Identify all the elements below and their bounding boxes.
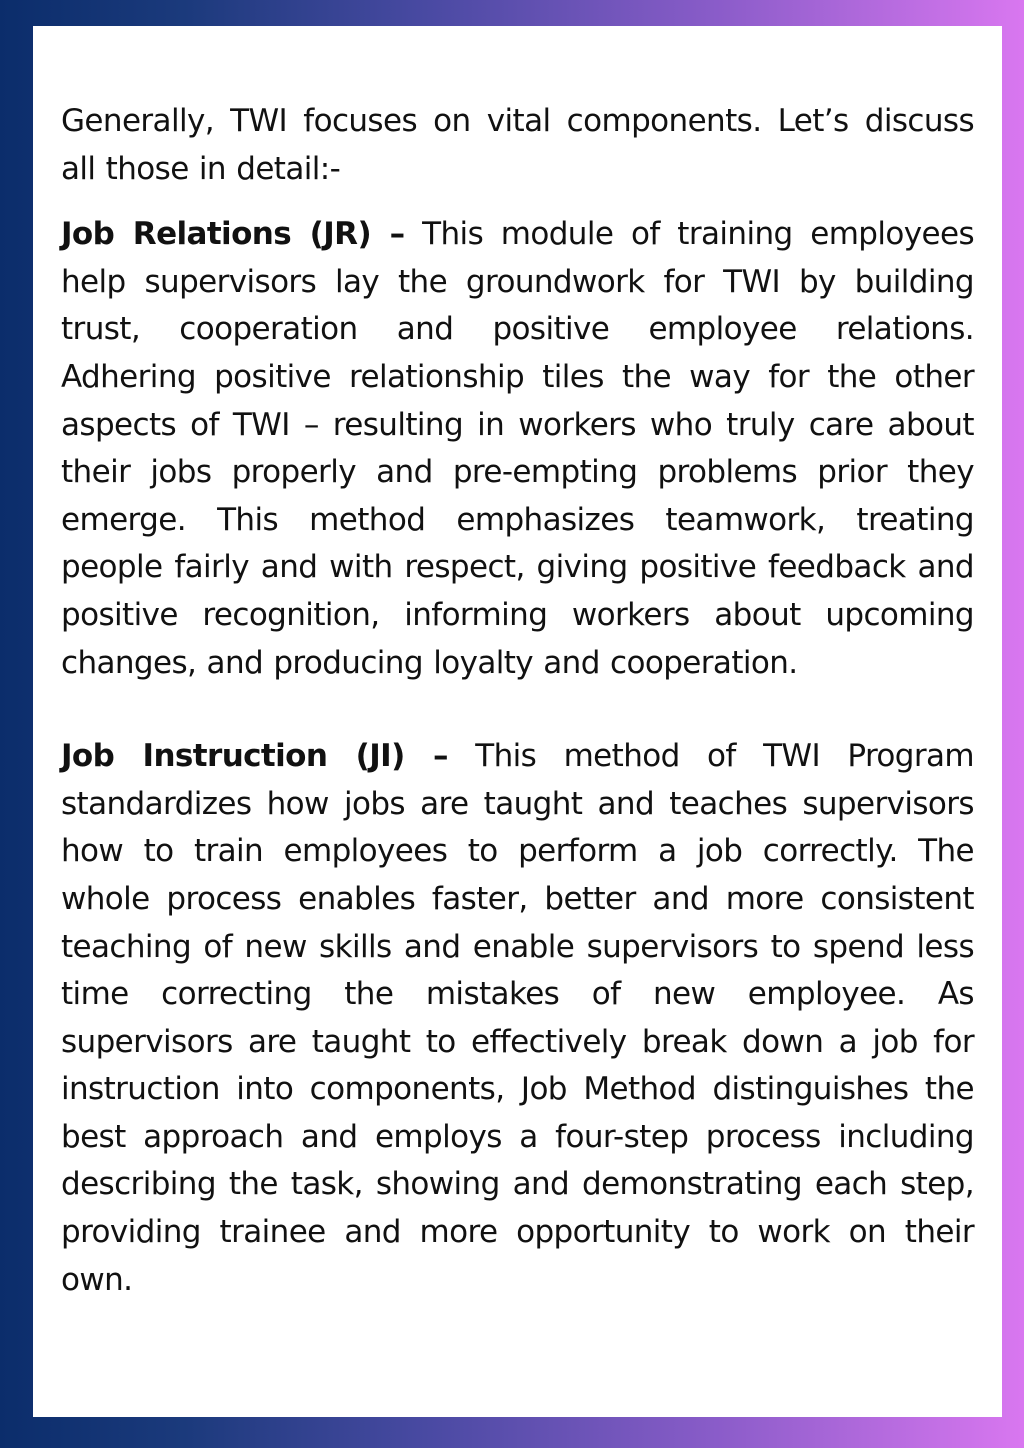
job-relations-heading: Job Relations (JR) – — [61, 216, 405, 253]
job-instruction-heading: Job Instruction (JI) – — [61, 738, 448, 775]
job-instruction-paragraph — [61, 733, 974, 1304]
job-relations-body: This module of training employees help supervisors lay the groundwork for TWI by building trust, cooperation and positive employee relations. Adhering positive relationship tiles the way for the other aspects of TWI – resulting in workers who truly care about their jobs properly and pre-empting problems prior they emerge. This method emphasizes teamwork, treating people fairly and with respect, giving positive feedback and positive recognition, informing workers about upcoming changes, and producing loyalty and cooperation. — [61, 216, 974, 681]
job-instruction-body: This method of TWI Program standardizes how jobs are taught and teaches supervisors how to train employees to perform a job correctly. The whole process enables faster, better and more consistent teaching of new skills and enable supervisors to spend less time correcting the mistakes of new employee. As supervisors are taught to effectively break down a job for instruction into components, Job Method distinguishes the best approach and employs a four-step process including describing the task, showing and demonstrating each step, providing trainee and more opportunity to work on their own. — [61, 738, 974, 1298]
intro-paragraph: Generally, TWI focuses on vital components. Let’s discuss all those in detail:- — [61, 103, 974, 187]
document-page — [33, 26, 1002, 1417]
job-relations-paragraph — [61, 211, 974, 687]
